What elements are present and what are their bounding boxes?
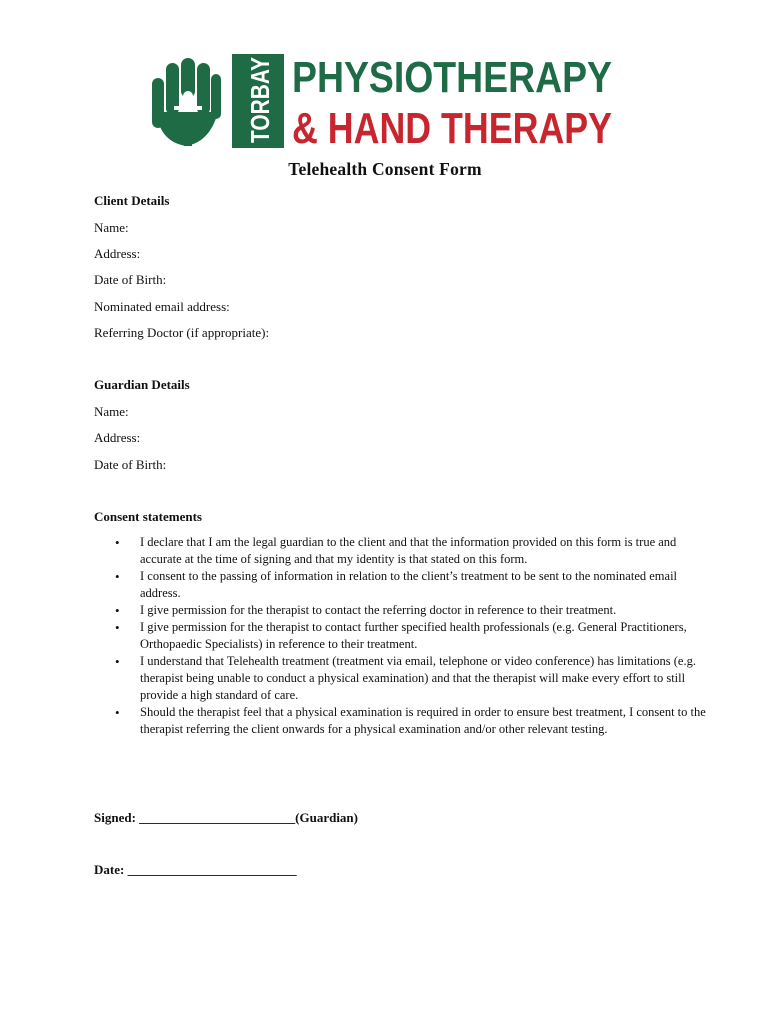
page-title: Telehealth Consent Form (288, 159, 482, 179)
guardian-name-field[interactable]: Name: (94, 404, 129, 419)
guardian-address-field[interactable]: Address: (94, 430, 141, 445)
torbay-text: TORBAY (245, 36, 275, 143)
consent-statements-heading: Consent statements (94, 509, 202, 524)
consent-item: • Should the therapist feel that a physical examination is required in order to ensure best treatment, I consent to the therapist referring the client onwards for a physical examination and/or other relevant testing. (140, 704, 720, 738)
client-details-heading: Client Details (94, 193, 170, 208)
consent-list (94, 534, 720, 738)
date-line[interactable]: Date: __________________________ (94, 862, 297, 877)
guardian-signature-line[interactable]: Signed: ________________________(Guardian) (94, 810, 358, 825)
consent-item: • I give permission for the therapist to contact the referring doctor in reference to their treatment. (140, 602, 720, 619)
guardian-dob-field[interactable]: Date of Birth: (94, 457, 167, 472)
consent-item: • I understand that Telehealth treatment (treatment via email, telephone or video conference) has limitations (e.g. therapist being unable to conduct a physical examination) and that the therapist will make every effort to still provide a high standard of care. (140, 653, 720, 704)
client-dob-field[interactable]: Date of Birth: (94, 272, 167, 287)
referring-doctor-field[interactable]: Referring Doctor (if appropriate): (94, 325, 270, 340)
consent-item: • I give permission for the therapist to contact further specified health professionals (e.g. General Practitioners, Orthopaedic Specialists) in reference to their treatment. (140, 619, 720, 653)
client-address-field[interactable]: Address: (94, 246, 141, 261)
client-email-field[interactable]: Nominated email address: (94, 299, 230, 314)
guardian-details-heading: Guardian Details (94, 377, 190, 392)
consent-item: • I declare that I am the legal guardian to the client and that the information provided on this form is true and accurate at the time of signing and that my identity is that stated on this form. (140, 534, 720, 568)
consent-item: • I consent to the passing of information in relation to the client’s treatment to be sent to the nominated email address. (140, 568, 720, 602)
logo-line-hand-therapy: & HAND THERAPY (292, 104, 612, 153)
client-name-field[interactable]: Name: (94, 220, 129, 235)
clinic-logo (150, 36, 615, 153)
logo-line-physiotherapy: PHYSIOTHERAPY (292, 53, 612, 102)
